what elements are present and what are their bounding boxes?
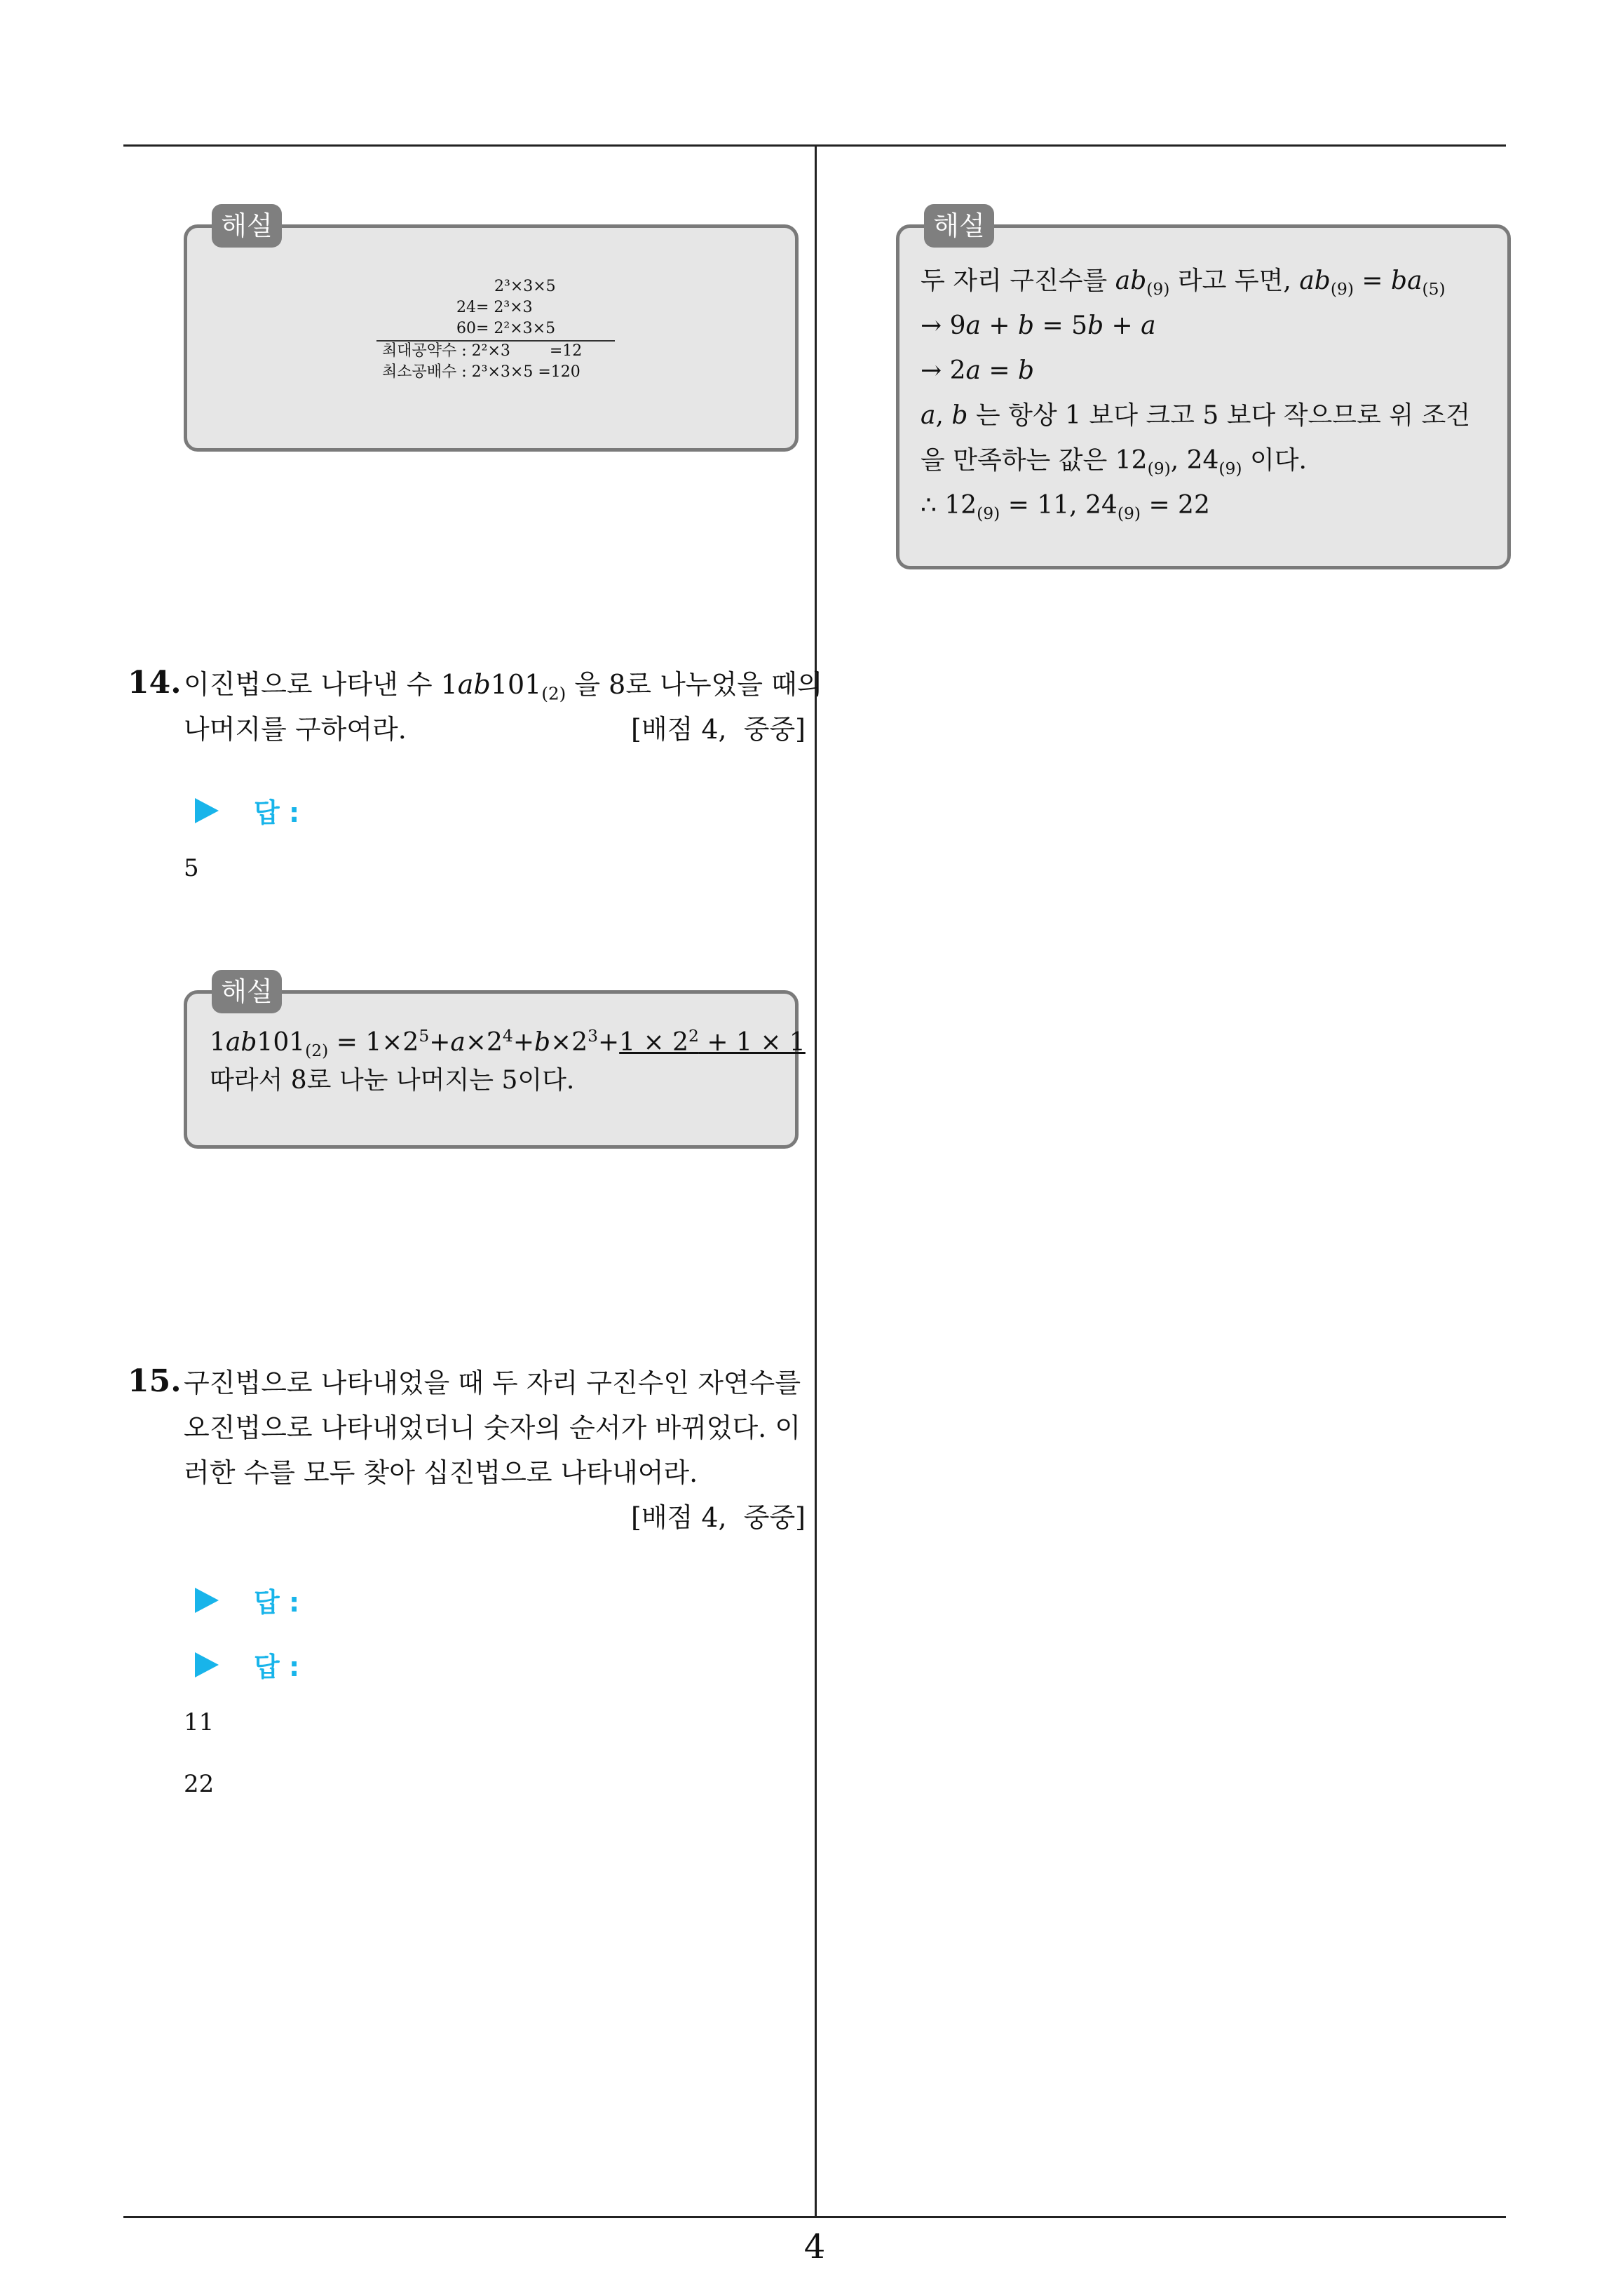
q14-base: (2) xyxy=(541,683,566,704)
question-14-number: 14. xyxy=(128,665,182,701)
solution-15-line-2: → 9a + b = 5b + a xyxy=(921,311,1156,340)
solution-14-line-1: $1ab101_{(2)} = 1\times 2^5+a\times 2^4+b\times 2^3+1 \times 2^2 + 1 \times 1$ xyxy=(210,1026,806,1061)
solution-15-line-1: 두 자리 구진수를 $ab_{(9)}$ 라고 두면, $ab_{(9)} = ba_{(5)}$ xyxy=(921,266,1446,299)
play-icon xyxy=(195,798,219,823)
gcd-line: 최대공약수 : 2²×3 =12 xyxy=(382,342,583,360)
solution-tag: 해설 xyxy=(212,970,282,1013)
lcm-line: 최소공배수 : 2³×3×5 =120 xyxy=(382,363,580,381)
factor-line-2: 24= 2³×3 xyxy=(456,299,533,316)
solution-15-line-5: 을 만족하는 값은 $12_{(9)}$, $24_{(9)}$ 이다. xyxy=(921,446,1308,479)
answer-row-14 xyxy=(195,791,299,830)
question-15-line-3: 러한 수를 모두 찾아 십진법으로 나타내어라. xyxy=(184,1457,698,1488)
page-number: 4 xyxy=(803,2227,826,2267)
solution-15-line-3: → 2a = b xyxy=(921,356,1035,385)
q14-num: 101 xyxy=(490,669,542,700)
q14-text-post: 을 8로 나누었을 때의 xyxy=(566,669,823,700)
answer-15-value-2: 22 xyxy=(184,1770,215,1798)
q14-var-ab: ab xyxy=(457,669,491,700)
answer-14-value: 5 xyxy=(184,854,199,882)
solution-14-line-2: 따라서 8로 나눈 나머지는 5이다. xyxy=(210,1066,575,1095)
answer-label: 답 : xyxy=(254,797,300,828)
question-15-line-1: 구진법으로 나타내었을 때 두 자리 구진수인 자연수를 xyxy=(184,1368,801,1398)
play-icon xyxy=(195,1652,219,1677)
answer-row-15b xyxy=(195,1645,299,1684)
factor-line-1: 2³×3×5 xyxy=(494,278,556,295)
question-15-number: 15. xyxy=(128,1363,182,1399)
answer-row-15a xyxy=(195,1581,299,1619)
solution-box-14 xyxy=(184,990,806,1149)
factor-line-3: 60= 2²×3×5 xyxy=(456,320,556,337)
question-15-line-2: 오진법으로 나타내었더니 숫자의 순서가 바뀌었다. 이 xyxy=(184,1412,801,1443)
question-15-score: [배점 4, 중중] xyxy=(631,1502,806,1533)
solution-box-13 xyxy=(184,224,799,452)
solution-tag: 해설 xyxy=(212,204,282,248)
answer-label: 답 : xyxy=(254,1652,300,1682)
question-14-score: [배점 4, 중중] xyxy=(631,714,806,745)
bottom-rule xyxy=(123,2216,1506,2218)
solution-tag: 해설 xyxy=(924,204,994,248)
solution-box-15 xyxy=(896,224,1511,569)
question-14-line-2: 나머지를 구하여라. xyxy=(184,714,407,745)
column-divider xyxy=(815,145,817,2217)
answer-15-value-1: 11 xyxy=(184,1708,215,1736)
q14-text-pre: 이진법으로 나타낸 수 1 xyxy=(184,669,458,700)
play-icon xyxy=(195,1588,219,1613)
answer-label: 답 : xyxy=(254,1587,300,1618)
solution-15-line-6: ∴ $12_{(9)} = 11$, $24_{(9)} = 22$ xyxy=(921,491,1210,524)
solution-15-line-4: a, b 는 항상 1 보다 크고 5 보다 작으므로 위 조건 xyxy=(921,401,1471,430)
